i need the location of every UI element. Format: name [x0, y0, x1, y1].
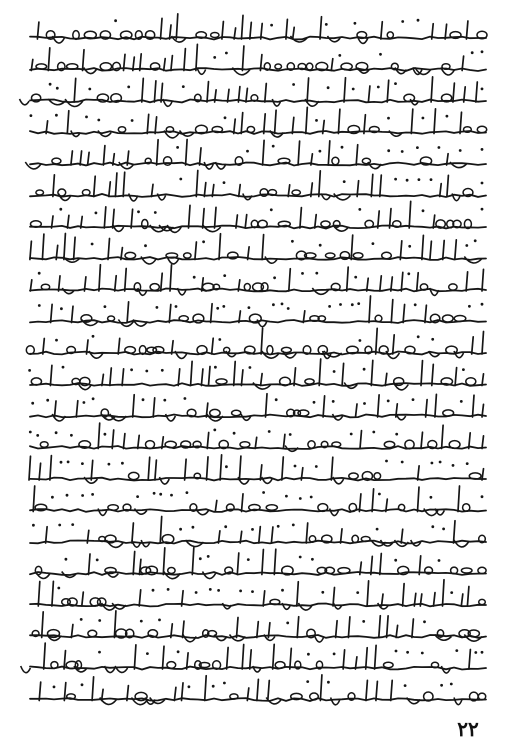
page-number: ٢٢	[457, 717, 479, 741]
manuscript-line	[30, 201, 486, 232]
manuscript-line	[21, 643, 486, 673]
manuscript-line	[28, 359, 486, 390]
manuscript-line	[30, 265, 486, 296]
manuscript-line	[30, 14, 487, 44]
manuscript-line	[25, 140, 486, 170]
manuscript-line	[30, 486, 486, 516]
manuscript-line	[30, 580, 486, 610]
manuscript-line	[29, 455, 486, 484]
manuscript-line	[30, 234, 486, 264]
manuscript-line	[30, 107, 487, 138]
manuscript-line	[30, 548, 486, 579]
manuscript-line	[30, 517, 486, 548]
manuscript-line	[30, 611, 486, 642]
manuscript-line	[30, 675, 486, 705]
manuscript-line	[30, 44, 486, 75]
manuscript-line	[30, 394, 486, 421]
manuscript-line	[26, 328, 486, 358]
manuscript-line	[30, 171, 486, 201]
manuscript-line	[30, 296, 486, 327]
manuscript-line	[20, 77, 487, 107]
manuscript-line	[29, 423, 486, 451]
handwritten-lines	[8, 8, 502, 728]
manuscript-text-block	[8, 8, 502, 728]
